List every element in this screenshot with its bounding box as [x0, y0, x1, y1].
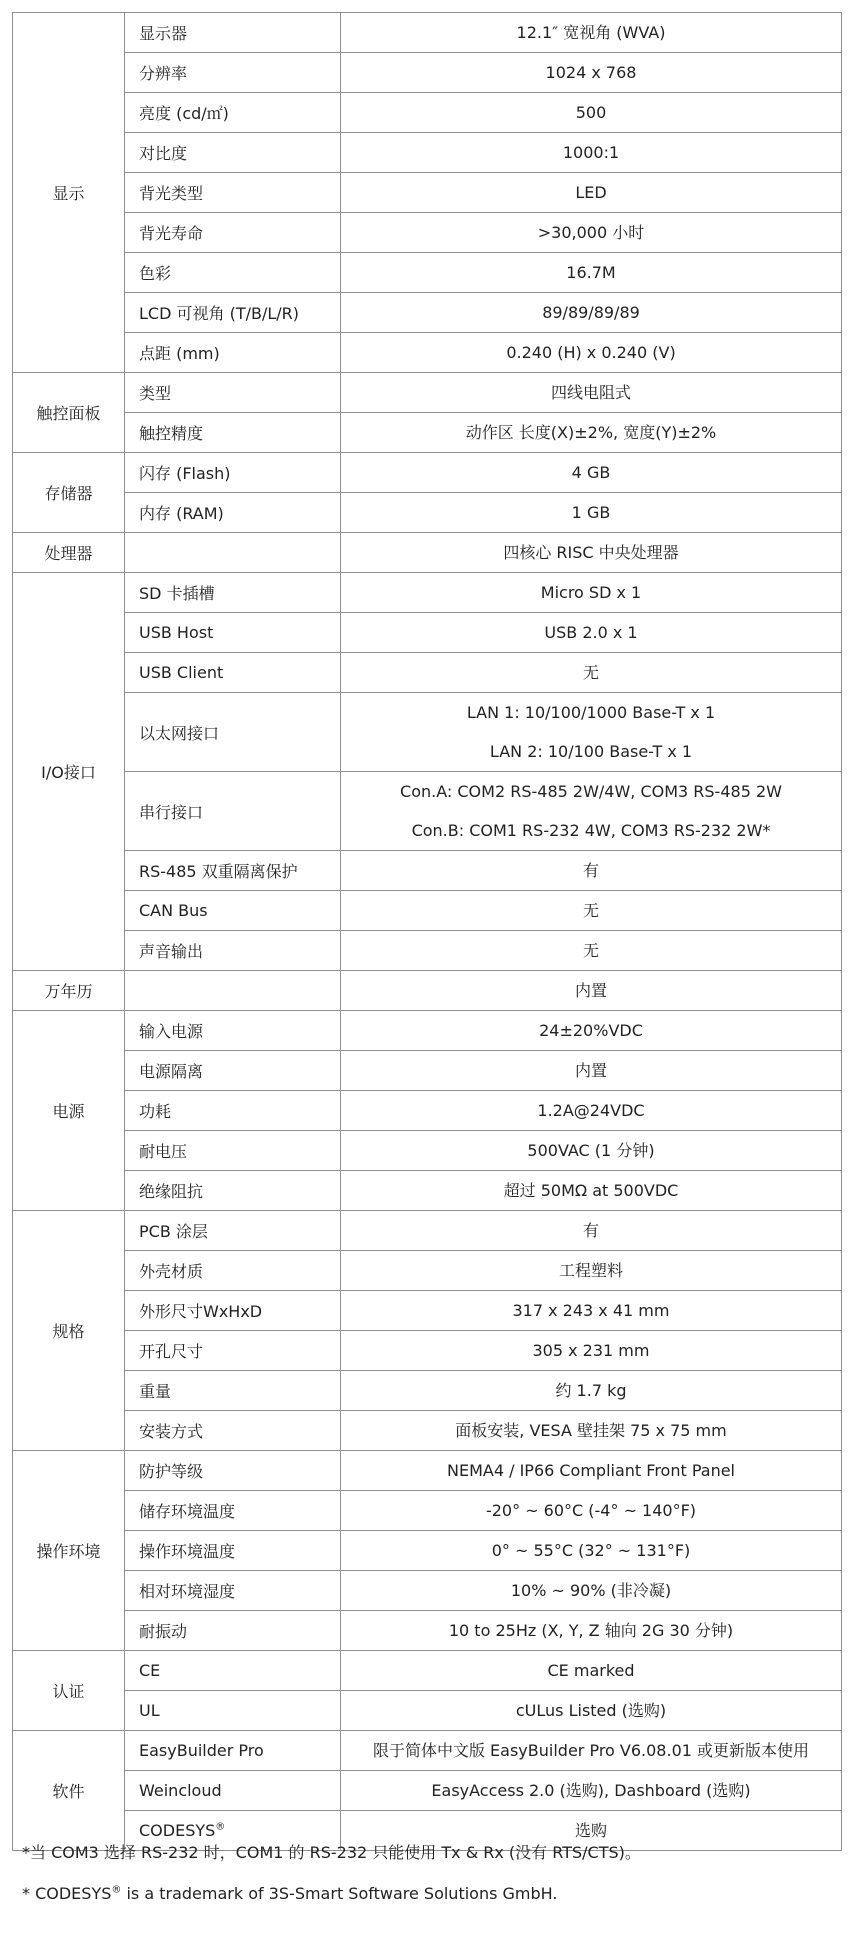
spec-value: 10 to 25Hz (X, Y, Z 轴向 2G 30 分钟) — [448, 1621, 734, 1640]
footnotes — [22, 1843, 641, 1925]
spec-value: 1024 x 768 — [545, 63, 637, 82]
spec-label: CE — [139, 1661, 161, 1680]
spec-label-cell — [125, 1491, 341, 1531]
spec-label: 类型 — [139, 384, 172, 403]
spec-row — [13, 1411, 842, 1451]
spec-label-cell — [125, 1011, 341, 1051]
spec-label-cell — [125, 1611, 341, 1651]
spec-value-cell — [341, 1451, 842, 1491]
spec-label: 串行接口 — [139, 802, 204, 822]
spec-label: 声音输出 — [139, 942, 204, 961]
spec-label: Weincloud — [139, 1781, 222, 1800]
spec-value-cell — [341, 1491, 842, 1531]
spec-label-cell — [125, 1331, 341, 1371]
spec-value: CE marked — [547, 1661, 635, 1680]
spec-value-cell — [341, 1091, 842, 1131]
spec-label: 以太网接口 — [139, 723, 220, 743]
spec-value-cell — [341, 413, 842, 453]
spec-row — [13, 1051, 842, 1091]
spec-row — [13, 413, 842, 453]
spec-value: 面板安装, VESA 壁挂架 75 x 75 mm — [455, 1421, 727, 1440]
spec-value-cell — [341, 851, 842, 891]
category-cell: 显示 — [13, 13, 125, 373]
spec-label: 对比度 — [139, 144, 188, 163]
spec-value-cell — [341, 173, 842, 213]
spec-value-cell — [341, 453, 842, 493]
spec-value: LED — [575, 183, 607, 202]
spec-value-cell — [341, 1691, 842, 1731]
spec-row — [13, 213, 842, 253]
spec-label: 电源隔离 — [139, 1062, 204, 1081]
spec-label: 耐电压 — [139, 1142, 188, 1161]
spec-label-cell — [125, 1651, 341, 1691]
spec-row — [13, 1011, 842, 1051]
spec-label: LCD 可视角 (T/B/L/R) — [139, 304, 300, 323]
spec-label-cell — [125, 891, 341, 931]
spec-label-cell — [125, 772, 341, 851]
spec-label: UL — [139, 1701, 160, 1720]
spec-row — [13, 1131, 842, 1171]
spec-row — [13, 931, 842, 971]
spec-label-cell — [125, 1731, 341, 1771]
spec-label-cell — [125, 133, 341, 173]
spec-label: 触控精度 — [139, 424, 204, 443]
footnote-codesys-suffix: is a trademark of 3S-Smart Software Solutions GmbH. — [121, 1884, 558, 1903]
category-cell: 认证 — [13, 1651, 125, 1731]
spec-value: 工程塑料 — [558, 1261, 623, 1280]
spec-label-cell — [125, 1291, 341, 1331]
spec-value: LAN 2: 10/100 Base-T x 1 — [489, 742, 693, 761]
category-cell: 操作环境 — [13, 1451, 125, 1651]
spec-row — [13, 1251, 842, 1291]
spec-value: 1.2A@24VDC — [537, 1101, 645, 1120]
spec-label-cell — [125, 1531, 341, 1571]
spec-label: 开孔尺寸 — [139, 1342, 204, 1361]
spec-label-cell — [125, 1371, 341, 1411]
spec-value: USB 2.0 x 1 — [544, 623, 638, 642]
spec-label-cell — [125, 1771, 341, 1811]
spec-value: 限于简体中文版 EasyBuilder Pro V6.08.01 或更新版本使用 — [372, 1741, 810, 1760]
spec-row — [13, 653, 842, 693]
registered-mark: ® — [111, 1884, 122, 1896]
spec-value: Con.B: COM1 RS-232 4W, COM3 RS-232 2W* — [411, 821, 771, 840]
category-cell: 处理器 — [13, 533, 125, 573]
spec-row — [13, 613, 842, 653]
spec-row — [13, 253, 842, 293]
spec-row — [13, 373, 842, 413]
spec-label-cell — [125, 13, 341, 53]
spec-label-cell — [125, 373, 341, 413]
spec-label: 闪存 (Flash) — [139, 464, 231, 483]
spec-value-cell — [341, 1331, 842, 1371]
spec-value-cell — [341, 1371, 842, 1411]
spec-label: SD 卡插槽 — [139, 584, 215, 603]
spec-label-cell — [125, 253, 341, 293]
spec-label: 操作环境温度 — [139, 1542, 236, 1561]
spec-label: 点距 (mm) — [139, 344, 220, 363]
spec-value: 500 — [575, 103, 607, 122]
spec-value-cell — [341, 891, 842, 931]
spec-label-cell — [125, 613, 341, 653]
spec-label: 背光寿命 — [139, 224, 204, 243]
spec-value: 有 — [582, 861, 599, 880]
spec-label-cell — [125, 1051, 341, 1091]
spec-label: 功耗 — [139, 1102, 172, 1121]
spec-label-cell — [125, 1131, 341, 1171]
spec-label-cell — [125, 493, 341, 533]
spec-value: 500VAC (1 分钟) — [527, 1141, 655, 1160]
spec-value: 无 — [582, 941, 599, 960]
spec-value-cell — [341, 573, 842, 613]
spec-label-cell — [125, 453, 341, 493]
spec-label: 亮度 (cd/㎡) — [139, 104, 229, 123]
spec-label: 储存环境温度 — [139, 1502, 236, 1521]
spec-value-cell — [341, 1731, 842, 1771]
spec-row — [13, 333, 842, 373]
spec-row — [13, 891, 842, 931]
spec-value-cell — [341, 1171, 842, 1211]
spec-value-cell — [341, 493, 842, 533]
spec-value: 89/89/89/89 — [542, 303, 640, 322]
footnote-codesys — [22, 1884, 641, 1904]
spec-row — [13, 1291, 842, 1331]
spec-row — [13, 1531, 842, 1571]
spec-value: NEMA4 / IP66 Compliant Front Panel — [447, 1461, 735, 1480]
spec-value: 动作区 长度(X)±2%, 宽度(Y)±2% — [465, 423, 717, 442]
spec-row — [13, 93, 842, 133]
category-cell: 规格 — [13, 1211, 125, 1451]
spec-value-cell — [341, 373, 842, 413]
spec-label-cell — [125, 1211, 341, 1251]
spec-value-cell — [341, 971, 842, 1011]
footnote-com3: *当 COM3 选择 RS-232 时，COM1 的 RS-232 只能使用 Tx & Rx (没有 RTS/CTS)。 — [22, 1843, 641, 1862]
spec-label-cell — [125, 333, 341, 373]
spec-label: 重量 — [139, 1382, 172, 1401]
spec-row — [13, 493, 842, 533]
spec-table-body — [13, 13, 842, 1851]
spec-value-cell — [341, 1531, 842, 1571]
spec-label-cell — [125, 851, 341, 891]
spec-value-cell — [341, 93, 842, 133]
spec-label: EasyBuilder Pro — [139, 1741, 264, 1760]
spec-value: 24±20%VDC — [539, 1021, 643, 1040]
spec-value: 内置 — [574, 981, 607, 1000]
spec-value-cell — [341, 1611, 842, 1651]
spec-row — [13, 453, 842, 493]
spec-label-cell — [125, 653, 341, 693]
spec-value: EasyAccess 2.0 (选购), Dashboard (选购) — [431, 1781, 751, 1800]
spec-value-cell — [341, 653, 842, 693]
spec-label-cell — [125, 533, 341, 573]
spec-label: 分辨率 — [139, 64, 188, 83]
spec-row — [13, 851, 842, 891]
spec-value-cell — [341, 1251, 842, 1291]
spec-value: 0.240 (H) x 0.240 (V) — [506, 343, 676, 362]
spec-value-cell — [341, 772, 842, 851]
spec-value: -20° ~ 60°C (-4° ~ 140°F) — [485, 1501, 697, 1520]
spec-row — [13, 971, 842, 1011]
spec-row — [13, 173, 842, 213]
spec-label-cell — [125, 93, 341, 133]
category-cell: I/O接口 — [13, 573, 125, 971]
spec-value: 0° ~ 55°C (32° ~ 131°F) — [491, 1541, 691, 1560]
spec-row — [13, 772, 842, 851]
spec-label: CODESYS — [139, 1821, 216, 1840]
spec-value: 16.7M — [566, 263, 616, 282]
spec-label: 背光类型 — [139, 184, 204, 203]
spec-row — [13, 1371, 842, 1411]
spec-row — [13, 133, 842, 173]
spec-value: 1000:1 — [562, 143, 620, 162]
spec-value-cell — [341, 13, 842, 53]
spec-label: 绝缘阻抗 — [139, 1182, 204, 1201]
spec-value-cell — [341, 133, 842, 173]
spec-value: 1 GB — [571, 503, 611, 522]
spec-value-cell — [341, 1211, 842, 1251]
spec-value-cell — [341, 293, 842, 333]
spec-label: 外壳材质 — [139, 1262, 204, 1281]
spec-value-cell — [341, 1571, 842, 1611]
spec-label-cell — [125, 1171, 341, 1211]
spec-value: 4 GB — [571, 463, 611, 482]
spec-row — [13, 573, 842, 613]
spec-value-cell — [341, 1011, 842, 1051]
spec-row — [13, 1091, 842, 1131]
spec-row — [13, 293, 842, 333]
spec-label: 色彩 — [139, 264, 172, 283]
spec-label-cell — [125, 413, 341, 453]
spec-value-cell — [341, 1651, 842, 1691]
spec-value-cell — [341, 533, 842, 573]
spec-value-cell — [341, 693, 842, 772]
spec-value: 四核心 RISC 中央处理器 — [503, 543, 679, 562]
spec-label-cell — [125, 1571, 341, 1611]
spec-label: 相对环境湿度 — [139, 1582, 236, 1601]
spec-row — [13, 1451, 842, 1491]
spec-value-cell — [341, 53, 842, 93]
spec-label: 显示器 — [139, 24, 188, 43]
spec-label: PCB 涂层 — [139, 1222, 208, 1241]
spec-label: 防护等级 — [139, 1462, 204, 1481]
spec-label-cell — [125, 173, 341, 213]
spec-label: 安装方式 — [139, 1422, 204, 1441]
spec-value-cell — [341, 253, 842, 293]
spec-value: Con.A: COM2 RS-485 2W/4W, COM3 RS-485 2W — [400, 782, 782, 801]
category-cell: 电源 — [13, 1011, 125, 1211]
spec-label-cell — [125, 693, 341, 772]
spec-value: 12.1″ 宽视角 (WVA) — [516, 23, 666, 42]
spec-label: CAN Bus — [139, 901, 208, 920]
spec-value: 无 — [582, 663, 599, 682]
spec-label-cell — [125, 971, 341, 1011]
spec-label-cell — [125, 931, 341, 971]
spec-label: 外形尺寸WxHxD — [139, 1302, 263, 1321]
spec-label: 内存 (RAM) — [139, 504, 224, 523]
spec-value-cell — [341, 1291, 842, 1331]
spec-value: 305 x 231 mm — [532, 1341, 650, 1360]
spec-row — [13, 1611, 842, 1651]
spec-label: 输入电源 — [139, 1022, 204, 1041]
spec-row — [13, 533, 842, 573]
spec-value-cell — [341, 1051, 842, 1091]
spec-row — [13, 1331, 842, 1371]
spec-label: USB Client — [139, 663, 224, 682]
spec-label-cell — [125, 1091, 341, 1131]
spec-row — [13, 1491, 842, 1531]
spec-row — [13, 693, 842, 772]
category-cell: 软件 — [13, 1731, 125, 1851]
spec-value: 无 — [582, 901, 599, 920]
spec-label-cell — [125, 213, 341, 253]
spec-value-cell — [341, 1411, 842, 1451]
spec-value: cULus Listed (选购) — [515, 1701, 667, 1720]
spec-value-cell — [341, 1131, 842, 1171]
spec-value: 选购 — [574, 1821, 607, 1840]
spec-label: RS-485 双重隔离保护 — [139, 862, 298, 881]
spec-value: 约 1.7 kg — [555, 1381, 627, 1400]
category-cell: 触控面板 — [13, 373, 125, 453]
spec-value: 超过 50MΩ at 500VDC — [503, 1181, 679, 1200]
spec-value: 317 x 243 x 41 mm — [512, 1301, 670, 1320]
category-cell: 万年历 — [13, 971, 125, 1011]
footnote-codesys-prefix: * CODESYS — [22, 1884, 112, 1903]
spec-value: LAN 1: 10/100/1000 Base-T x 1 — [466, 703, 716, 722]
spec-row — [13, 1171, 842, 1211]
spec-row — [13, 1771, 842, 1811]
spec-value: >30,000 小时 — [537, 223, 645, 242]
spec-value: 有 — [582, 1221, 599, 1240]
spec-label-cell — [125, 1691, 341, 1731]
spec-value: 四线电阻式 — [550, 383, 631, 402]
spec-value: 内置 — [574, 1061, 607, 1080]
spec-label-cell — [125, 573, 341, 613]
spec-value: Micro SD x 1 — [540, 583, 642, 602]
spec-table — [12, 12, 842, 1851]
spec-row — [13, 1651, 842, 1691]
registered-mark: ® — [215, 1821, 226, 1833]
category-cell: 存储器 — [13, 453, 125, 533]
spec-value-cell — [341, 213, 842, 253]
spec-row — [13, 53, 842, 93]
spec-row — [13, 1731, 842, 1771]
spec-value-cell — [341, 931, 842, 971]
spec-label-cell — [125, 53, 341, 93]
spec-row — [13, 1211, 842, 1251]
spec-label-cell — [125, 1411, 341, 1451]
spec-row — [13, 1571, 842, 1611]
spec-row — [13, 13, 842, 53]
spec-label-cell — [125, 293, 341, 333]
spec-label: USB Host — [139, 623, 214, 642]
spec-value-cell — [341, 1771, 842, 1811]
spec-label-cell — [125, 1451, 341, 1491]
spec-value-cell — [341, 333, 842, 373]
spec-label: 耐振动 — [139, 1622, 188, 1641]
spec-value-cell — [341, 613, 842, 653]
spec-label-cell — [125, 1251, 341, 1291]
spec-row — [13, 1691, 842, 1731]
spec-value: 10% ~ 90% (非冷凝) — [510, 1581, 672, 1600]
